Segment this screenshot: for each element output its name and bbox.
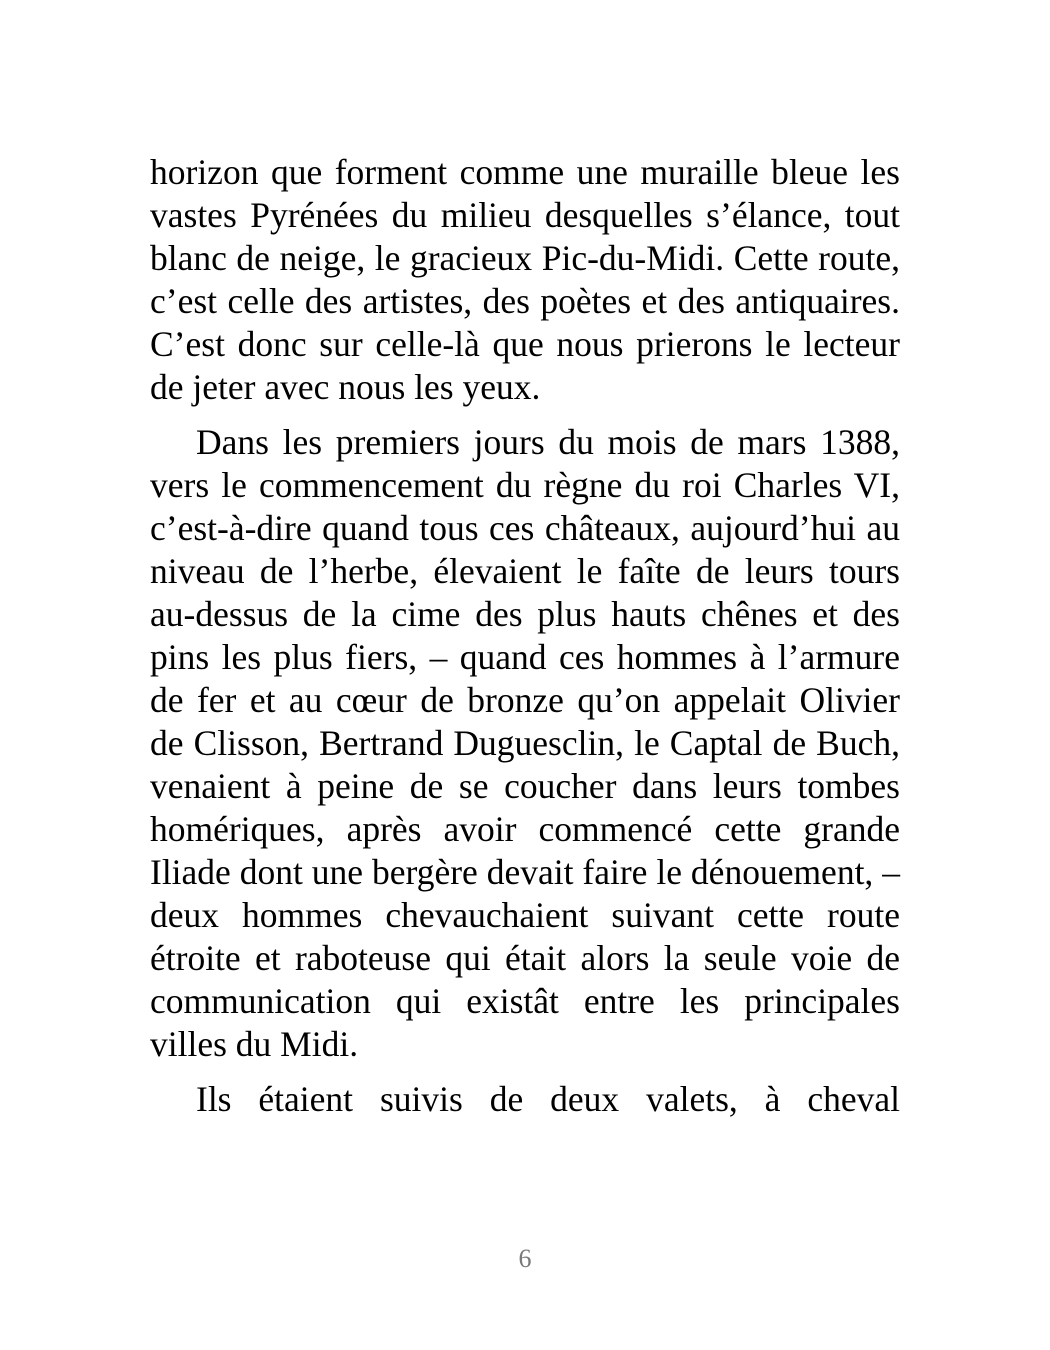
page-number: 6: [518, 1244, 532, 1273]
body-text: [150, 151, 900, 1121]
paragraph-continues: Ils étaient suivis de deux valets, à cheval: [196, 1079, 900, 1119]
paragraph: Dans les premiers jours du mois de mars 1388, vers le commencement du règne du roi Charles VI, c’est-à-dire quand tous ces châteaux, aujourd’hui au niveau de l’herbe, élevaient le faîte de leurs tours au-dessus de la cime des plus hauts chênes et des pins les plus fiers, – quand ces hommes à l’armure de fer et au cœur de bronze qu’on appelait Olivier de Clisson, Bertrand Duguesclin, le Captal de Buch, venaient à peine de se coucher dans leurs tombes homériques, après avoir commencé cette grande Iliade dont une bergère devait faire le dénouement, – deux hommes chevauchaient suivant cette route étroite et raboteuse qui était alors la seule voie de communication qui existât entre les principales villes du Midi.: [150, 422, 900, 1064]
paragraph-continued: horizon que forment comme une muraille bleue les vastes Pyrénées du milieu desquelles s’élance, tout blanc de neige, le gracieux Pic-du-Midi. Cette route, c’est celle des artistes, des poètes et des antiquaires. C’est donc sur celle-là que nous prierons le lecteur de jeter avec nous les yeux.: [150, 152, 900, 407]
